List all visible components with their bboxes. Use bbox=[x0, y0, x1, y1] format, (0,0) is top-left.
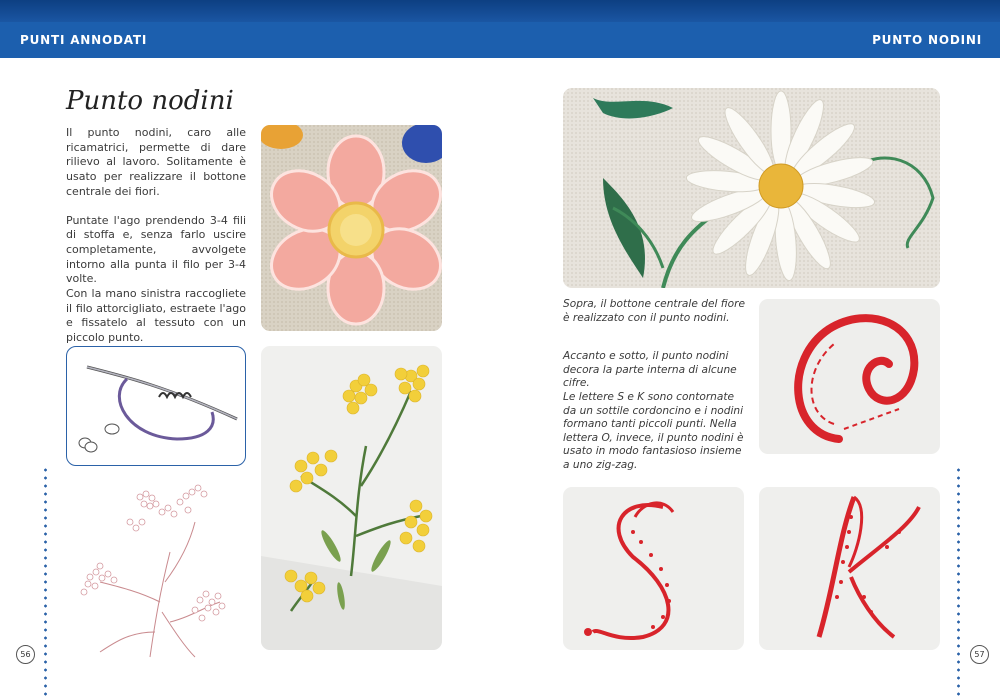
letter-s-photo bbox=[563, 487, 744, 650]
paragraph-intro: Il punto nodini, caro alle ricamatrici, permette di dare rilievo al lavoro. Solitamente è usato per realizzare il bottone centrale dei fiori. bbox=[66, 126, 246, 198]
caption-daisy: Sopra, il bottone centrale del fiore è realizzato con il punto nodini. bbox=[563, 298, 745, 324]
letter-o-photo bbox=[759, 299, 940, 454]
daisy-embroidery-photo bbox=[563, 88, 940, 288]
needle-diagram bbox=[66, 346, 246, 466]
paragraph-step-1: Puntate l'ago prendendo 3-4 fili di stoffa e, senza farlo uscire completamente, avvolgete intorno alla punta il filo per 3-4 volte. bbox=[66, 213, 246, 286]
paragraph-step-2: Con la mano sinistra raccogliete il filo attorcigliato, estraete l'ago e fissatelo al tessuto con un piccolo punto. bbox=[66, 287, 246, 345]
page-title: Punto nodini bbox=[66, 86, 234, 116]
caption-letters-detail: Le lettere S e K sono contornate da un sottile cordoncino e i nodini formano tanti piccoli punti. Nella lettera O, invece, il punto nodini è usato in modo fantasioso insieme a uno zig-zag. bbox=[563, 391, 744, 471]
page-number-right: 57 bbox=[970, 645, 989, 664]
section-title-right: PUNTO NODINI bbox=[872, 33, 982, 47]
section-title-left: PUNTI ANNODATI bbox=[20, 33, 148, 47]
instruction-text bbox=[66, 126, 246, 346]
page-number-left: 56 bbox=[16, 645, 35, 664]
decorative-dotted-line-right bbox=[957, 466, 960, 699]
mimosa-pattern-drawing bbox=[70, 482, 235, 662]
header-band bbox=[0, 0, 1000, 58]
header-top-stripe bbox=[0, 0, 1000, 22]
mimosa-embroidery-photo bbox=[261, 346, 442, 650]
caption-letters-intro: Accanto e sotto, il punto nodini decora la parte interna di alcune cifre. bbox=[563, 350, 737, 390]
decorative-dotted-line-left bbox=[44, 466, 47, 699]
pink-flower-photo bbox=[261, 125, 442, 331]
letter-k-photo bbox=[759, 487, 940, 650]
